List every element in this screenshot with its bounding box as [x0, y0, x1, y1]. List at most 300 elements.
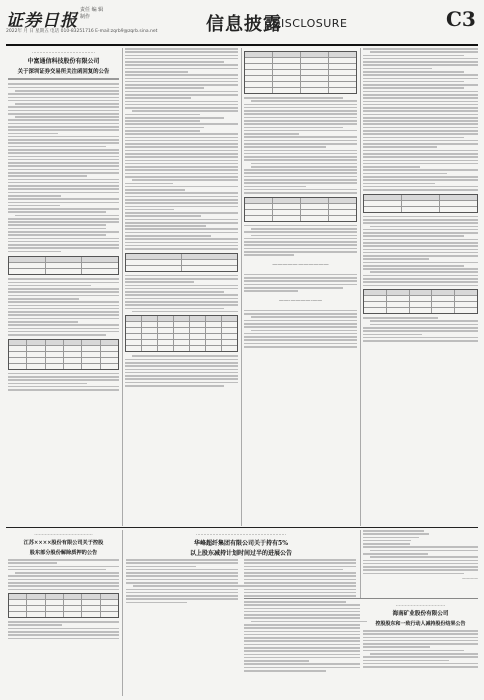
text-line: [125, 291, 224, 293]
text-line: [125, 87, 204, 89]
text-line: [244, 120, 357, 122]
article-title: 华峰超纤集团有限公司关于持有5%: [194, 540, 288, 547]
text-line: [8, 569, 106, 571]
text-line: [8, 308, 119, 310]
text-line: [363, 120, 478, 122]
body-text: [126, 559, 238, 605]
text-line: [363, 546, 478, 548]
text-line: [244, 127, 343, 129]
text-line: [370, 320, 478, 322]
text-line: [125, 192, 238, 194]
text-line: [8, 247, 119, 249]
text-line: [125, 166, 238, 168]
text-line: [244, 107, 357, 109]
text-line: [244, 284, 357, 286]
text-line: [8, 295, 119, 297]
text-line: [244, 657, 360, 659]
masthead: [6, 4, 478, 44]
text-line: [244, 140, 357, 142]
text-line: [363, 97, 478, 99]
text-line: [244, 559, 356, 561]
text-line: [125, 359, 238, 361]
text-line: [244, 104, 357, 106]
text-line: [125, 107, 238, 109]
text-line: [125, 219, 238, 221]
text-line: [363, 183, 435, 185]
text-line: [125, 71, 188, 73]
text-line: [125, 222, 238, 224]
body-text: [8, 621, 119, 639]
text-line: [363, 640, 478, 642]
text-line: [363, 156, 478, 158]
text-line: [244, 320, 357, 322]
text-line: [8, 579, 119, 581]
text-line: [244, 627, 360, 629]
column-divider: [122, 48, 123, 526]
text-line: [244, 277, 357, 279]
text-line: [244, 614, 360, 616]
text-line: [370, 226, 478, 228]
column-divider: [241, 48, 242, 526]
text-line: [125, 127, 204, 129]
text-line: [125, 64, 238, 66]
text-line: [244, 343, 357, 345]
text-line: [363, 530, 424, 532]
text-line: [244, 146, 326, 148]
text-line: [244, 566, 356, 568]
text-line: [15, 215, 119, 217]
text-line: [8, 331, 119, 333]
text-line: [244, 640, 360, 642]
article-title: 江苏××××股份有限公司关于控股: [23, 540, 104, 546]
text-line: [244, 604, 360, 606]
text-line: [125, 55, 238, 57]
text-line: [8, 282, 119, 284]
text-line: [125, 228, 238, 230]
text-line: [125, 133, 238, 135]
text-line: [8, 376, 119, 378]
text-line: [363, 153, 478, 155]
text-line: [8, 159, 119, 161]
text-line: [363, 553, 428, 555]
text-line: [363, 222, 478, 224]
text-line: [370, 550, 478, 552]
text-line: [125, 101, 238, 103]
text-line: [125, 238, 238, 240]
article-subtitle: 股东部分股份解除质押的公告: [29, 549, 98, 556]
text-line: [8, 631, 119, 633]
newspaper-logo: 证券日报: [6, 11, 78, 31]
text-line: [244, 117, 357, 119]
text-line: [125, 232, 238, 234]
text-line: [363, 48, 478, 50]
text-line: [125, 150, 238, 152]
text-line: [363, 330, 478, 332]
text-line: [8, 149, 119, 151]
text-line: [126, 575, 238, 577]
text-line: [8, 566, 119, 568]
text-line: [244, 650, 360, 652]
text-line: [244, 572, 356, 574]
body-text: [125, 48, 238, 250]
body-text: [8, 559, 119, 590]
text-line: [244, 608, 360, 610]
text-line: [8, 169, 119, 171]
data-table: [8, 256, 119, 275]
text-line: [8, 179, 119, 181]
text-line: [363, 573, 464, 575]
text-line: [244, 182, 357, 184]
text-line: [363, 268, 478, 270]
page-code: C3: [446, 7, 476, 31]
text-line: [244, 231, 357, 233]
text-line: [133, 585, 245, 587]
text-line: [244, 575, 356, 577]
text-line: [8, 93, 119, 95]
text-line: [244, 241, 357, 243]
inset-title-block: [363, 601, 478, 669]
article-subtitle: 控股股东和一致行动人减持股份结果公告: [375, 620, 466, 627]
text-line: [126, 559, 238, 561]
text-line: [363, 327, 478, 329]
text-line: [363, 186, 478, 188]
text-line: [125, 163, 238, 165]
text-line: [132, 311, 238, 313]
editor-line: 责任 编 辑: [80, 7, 104, 13]
body-text: [363, 630, 478, 668]
text-line: [251, 316, 357, 318]
data-table: [244, 51, 357, 94]
text-line: [363, 140, 478, 142]
text-line: [125, 202, 238, 204]
text-line: [125, 278, 238, 280]
left-article: [8, 48, 119, 528]
text-line: [8, 129, 119, 131]
article-subtitle: 以上股东减持计划时间过半的进展公告: [189, 549, 292, 557]
text-line: [244, 589, 356, 591]
text-line: [125, 68, 238, 70]
text-line: [244, 113, 357, 115]
text-line: [363, 130, 478, 132]
stock-code-line: …………………………………: [34, 532, 93, 537]
text-line: [8, 152, 119, 154]
text-line: [363, 150, 478, 152]
text-line: [125, 365, 238, 367]
text-line: [126, 589, 238, 591]
text-line: [125, 378, 238, 380]
text-line: [125, 104, 238, 106]
body-text: [363, 48, 478, 191]
text-line: [125, 91, 238, 93]
text-line: [8, 198, 119, 200]
text-line: [125, 169, 238, 171]
text-line: [125, 120, 200, 122]
text-line: [363, 114, 478, 116]
article-subtitle: 关于深圳证券交易所关注函回复的公告: [17, 68, 110, 75]
text-line: [8, 119, 119, 121]
text-line: [8, 211, 106, 213]
text-line: [8, 162, 119, 164]
text-line: [126, 595, 238, 597]
text-line: [363, 255, 478, 257]
text-line: [244, 189, 357, 191]
text-line: [363, 104, 478, 106]
text-line: [8, 172, 119, 174]
text-line: [8, 251, 61, 253]
text-line: [8, 100, 119, 102]
text-line: [363, 232, 478, 234]
text-line: [125, 225, 206, 227]
text-line: [244, 611, 360, 613]
text-line: [8, 621, 119, 623]
text-line: [244, 169, 357, 171]
text-line: [244, 172, 357, 174]
text-line: [8, 298, 79, 300]
data-table: [244, 197, 357, 222]
text-line: [244, 595, 356, 597]
text-line: [125, 199, 238, 201]
text-line: [363, 334, 422, 336]
text-line: [8, 389, 119, 391]
text-line: [363, 633, 478, 635]
text-line: [363, 133, 478, 135]
text-line: [8, 195, 61, 197]
text-line: [244, 667, 360, 669]
text-line: [125, 215, 201, 217]
text-line: [244, 313, 357, 315]
text-line: [126, 582, 238, 584]
text-line: [244, 634, 360, 636]
text-line: [8, 133, 58, 135]
text-line: [251, 235, 357, 237]
text-line: [8, 575, 119, 577]
text-line: [244, 192, 357, 194]
data-table: [125, 315, 238, 352]
text-line: [15, 116, 119, 118]
text-line: [8, 241, 119, 243]
text-line: [244, 617, 360, 619]
text-line: [8, 321, 78, 323]
text-line: [125, 94, 238, 96]
text-line: [126, 562, 238, 564]
text-line: [8, 291, 119, 293]
text-line: [363, 81, 464, 83]
text-line: [8, 589, 119, 591]
text-line: [125, 281, 194, 283]
text-line: [244, 238, 357, 240]
text-line: [363, 61, 478, 63]
text-line: [363, 58, 478, 60]
text-line: [363, 176, 478, 178]
stock-code-line: ……………………………: [395, 603, 446, 608]
text-line: [244, 176, 357, 178]
text-line: [244, 179, 357, 181]
text-line: [8, 192, 119, 194]
text-line: [8, 301, 119, 303]
text-line: [125, 160, 238, 162]
text-line: [370, 324, 478, 326]
text-line: [251, 330, 357, 332]
column-divider: [360, 48, 361, 526]
article-title: 海南矿业股份有限公司: [392, 611, 449, 617]
text-line: [125, 78, 238, 80]
section-english: DISCLOSURE: [272, 17, 348, 30]
text-line: [125, 294, 238, 296]
text-line: [125, 61, 224, 63]
body-text: [244, 601, 360, 673]
section-title: 信息披露: [206, 14, 282, 35]
text-line: [8, 585, 119, 587]
text-line: [8, 208, 119, 210]
body-text: [363, 216, 478, 287]
text-line: [244, 186, 306, 188]
body-text: [363, 317, 478, 342]
body-text: [244, 310, 357, 348]
text-line: [125, 275, 238, 277]
text-line: [244, 225, 357, 227]
text-line: [244, 251, 357, 253]
text-line: [8, 87, 119, 89]
body-text: [8, 278, 119, 335]
data-table: [8, 593, 119, 618]
column-divider: [122, 530, 123, 696]
text-line: [363, 245, 478, 247]
text-line: [8, 285, 91, 287]
text-line: [363, 229, 478, 231]
text-line: [244, 346, 357, 348]
text-line: [363, 163, 478, 165]
text-line: [363, 569, 478, 571]
text-line: [125, 114, 200, 116]
text-line: [126, 602, 187, 604]
text-line: [8, 113, 119, 115]
text-line: [125, 382, 238, 384]
text-line: [8, 97, 119, 99]
text-line: [251, 166, 357, 168]
body-text: [244, 225, 357, 256]
text-line: [8, 318, 119, 320]
text-line: [363, 285, 478, 287]
text-line: [125, 173, 238, 175]
text-line: [363, 666, 478, 668]
text-line: [244, 339, 357, 341]
body-text: [8, 83, 119, 252]
text-line: [125, 176, 238, 178]
text-line: [8, 334, 106, 336]
text-line: [363, 173, 447, 175]
text-line: [363, 663, 478, 665]
text-line: [125, 206, 238, 208]
text-line: [8, 328, 119, 330]
text-line: [244, 97, 343, 99]
text-line: [363, 630, 478, 632]
text-line: [244, 123, 357, 125]
text-line: [8, 185, 119, 187]
text-line: [244, 336, 357, 338]
text-line: [244, 290, 298, 292]
text-line: [244, 644, 360, 646]
stock-code-line: ……………………………………: [32, 50, 95, 55]
text-line: [363, 533, 429, 535]
text-line: [244, 637, 360, 639]
text-line: [363, 258, 429, 260]
text-line: [126, 592, 238, 594]
text-line: [132, 110, 238, 112]
text-line: [244, 136, 357, 138]
text-line: [363, 262, 478, 264]
text-line: [125, 146, 238, 148]
text-line: [363, 143, 478, 145]
text-line: [8, 559, 119, 561]
text-line: [363, 55, 464, 57]
text-line: [8, 324, 119, 326]
text-line: [363, 101, 478, 103]
text-line: [363, 123, 478, 125]
text-line: [125, 130, 200, 132]
text-line: [8, 624, 62, 626]
text-line: [244, 323, 357, 325]
text-line: [363, 94, 478, 96]
text-line: [125, 189, 185, 191]
text-line: [363, 166, 420, 168]
text-line: [244, 660, 309, 662]
text-line: [125, 156, 238, 158]
text-line: [8, 224, 106, 226]
text-line: [244, 274, 357, 276]
text-line: [8, 314, 119, 316]
text-line: [125, 304, 238, 306]
stock-code-line: ……………………………………………………: [196, 532, 286, 537]
text-line: [8, 221, 119, 223]
text-line: [8, 634, 119, 636]
text-line: [8, 142, 119, 144]
text-line: [8, 234, 106, 236]
body-text: [244, 274, 357, 292]
text-line: [244, 647, 360, 649]
section-rule: [6, 527, 478, 528]
text-line: [125, 301, 238, 303]
text-line: [363, 340, 478, 342]
text-line: [126, 579, 238, 581]
column-two: [125, 48, 238, 528]
text-line: [125, 153, 238, 155]
body-text: [363, 530, 478, 574]
column-four: [363, 48, 478, 528]
text-line: [244, 280, 357, 282]
text-line: [363, 643, 478, 645]
text-line: [251, 228, 357, 230]
text-line: [370, 653, 478, 655]
inset-rule: [244, 598, 478, 599]
text-line: [125, 84, 238, 86]
text-line: [244, 143, 357, 145]
text-line: [363, 235, 464, 237]
text-line: [363, 265, 464, 267]
text-line: [125, 242, 238, 244]
text-line: [126, 569, 238, 571]
text-line: [8, 106, 119, 108]
text-line: [125, 196, 238, 198]
text-line: [363, 543, 410, 545]
text-line: [125, 186, 238, 188]
masthead-rule: [6, 44, 478, 46]
text-line: [125, 235, 211, 237]
text-line: [8, 379, 119, 381]
text-line: [244, 244, 357, 246]
text-line: [363, 117, 478, 119]
text-line: [244, 654, 360, 656]
text-line: [370, 556, 478, 558]
